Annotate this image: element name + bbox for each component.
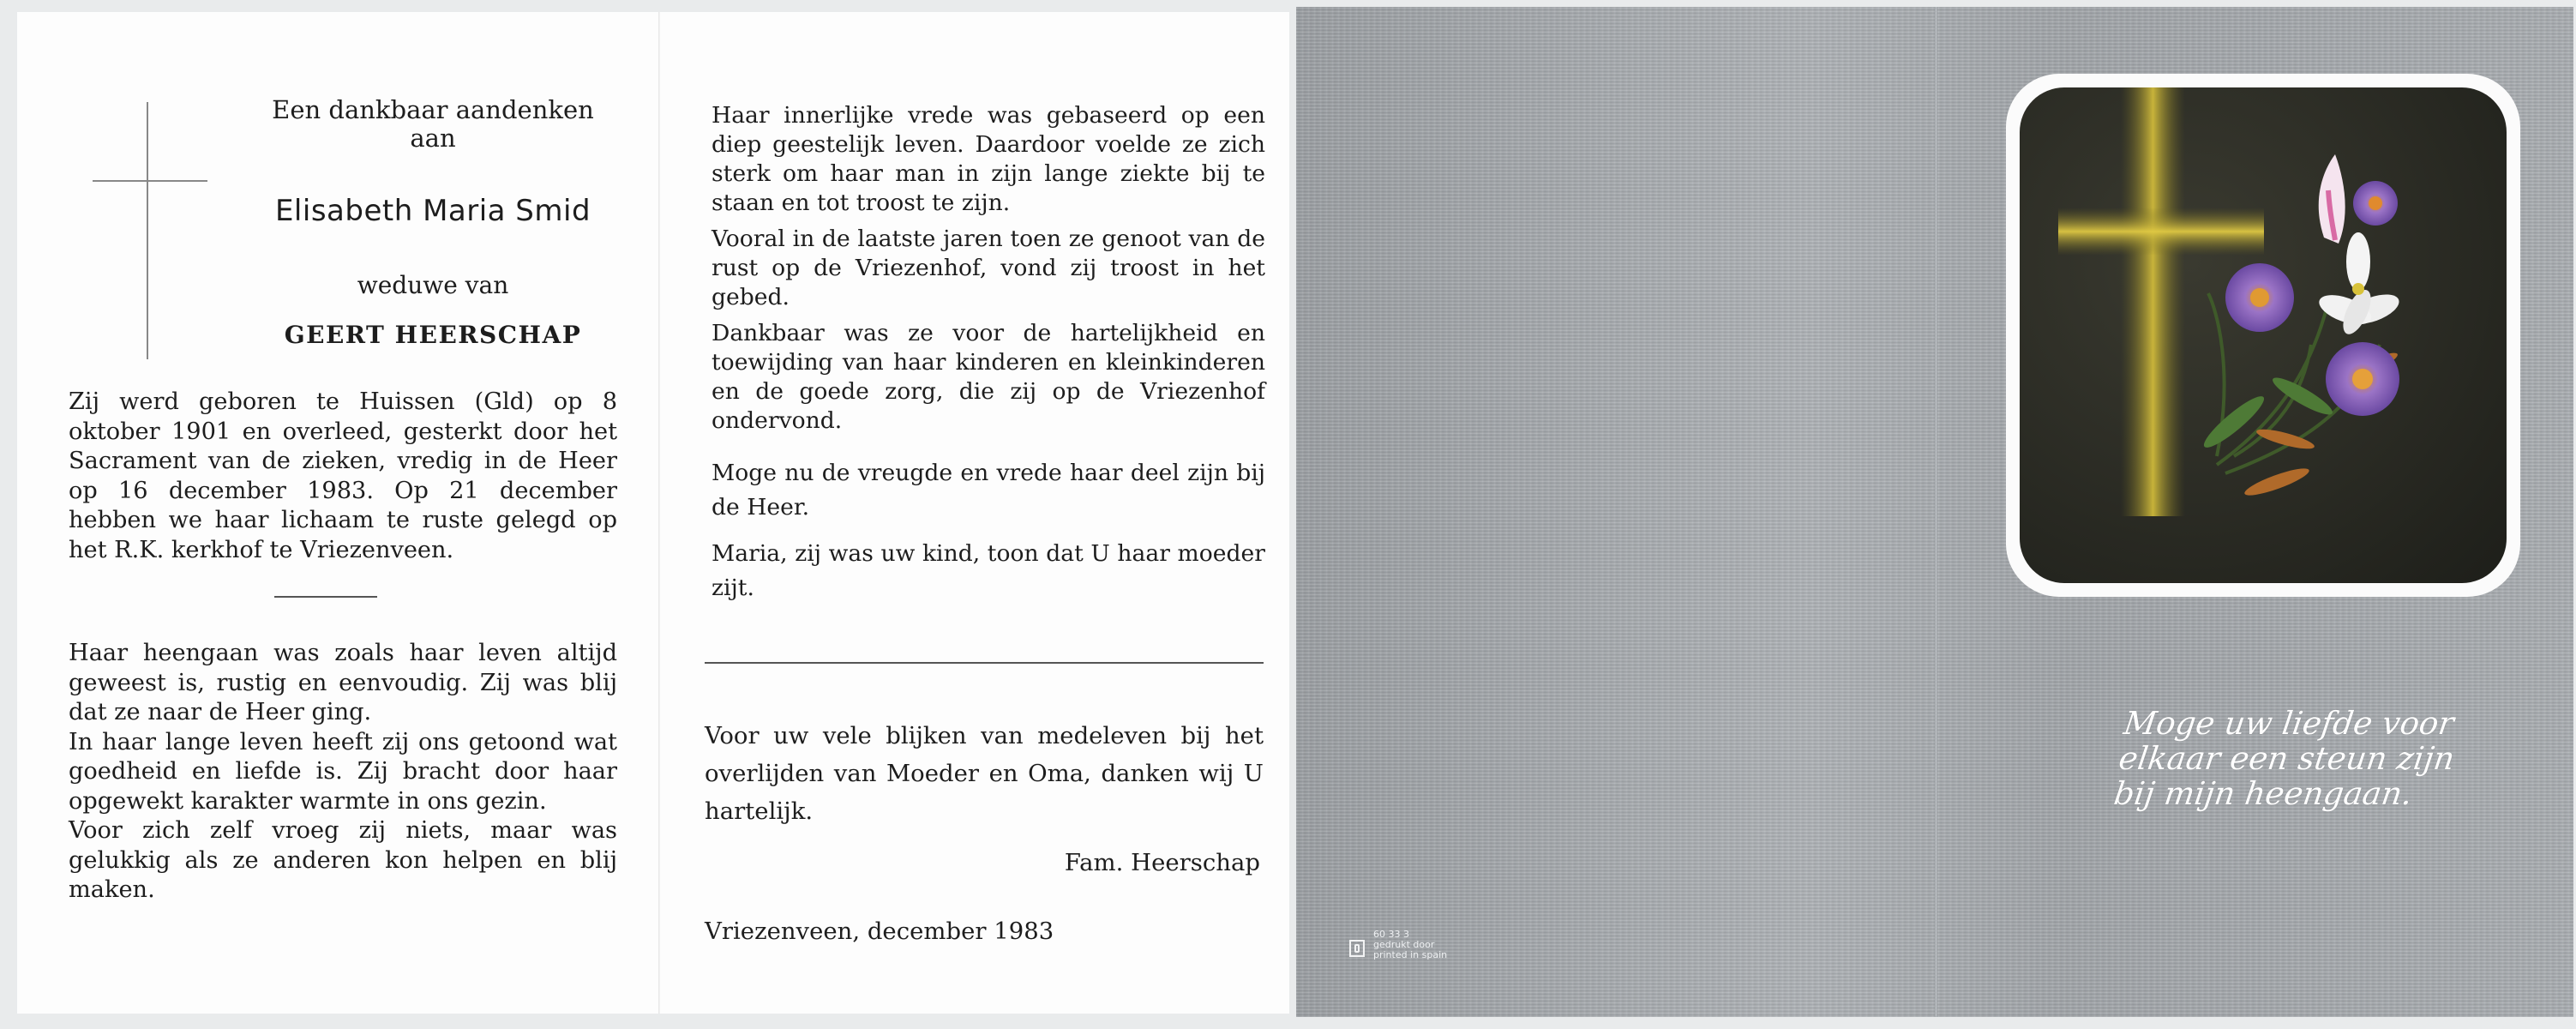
verse-line: elkaar een steun zijn	[2116, 740, 2457, 777]
left-text-block	[69, 639, 617, 906]
fold-line	[658, 12, 660, 1014]
cross-horizontal-line	[93, 180, 207, 182]
print-line: printed in spain	[1373, 949, 1448, 960]
cross-flowers-image	[2020, 87, 2507, 583]
thanks-paragraph: Voor uw vele blijken van medeleven bij het overlijden van Moeder en Oma, danken wij U hartelijk.	[705, 722, 1264, 825]
print-code: 60 33 3	[1373, 929, 1409, 940]
card-cover	[1296, 7, 2573, 1017]
paragraph: Haar innerlijke vrede was gebaseerd op een diep geestelijk leven. Daardoor voelde ze zich sterk om haar man in zijn lange ziekte bij te staan en tot troost te zijn.	[712, 102, 1265, 216]
dedication	[240, 96, 626, 153]
paragraph: Vooral in de laatste jaren toen ze genoot van de rust op de Vriezenhof, vond zij troost in het gebed.	[712, 226, 1265, 310]
paragraph: Moge nu de vreugde en vrede haar deel zijn bij de Heer.	[712, 460, 1265, 521]
dedication-line-1: Een dankbaar aandenken	[272, 95, 594, 124]
dedication-line-2: aan	[410, 123, 456, 153]
fold-line	[1935, 7, 1937, 1017]
place-date: Vriezenveen, december 1983	[705, 918, 1054, 945]
husband-name: GEERT HEERSCHAP	[284, 321, 582, 349]
cover-verse	[2111, 706, 2503, 811]
paragraph: In haar lange leven heeft zij ons getoond wat goedheid en liefde is. Zij bracht door haar opgewekt karakter warmte in ons gezin.	[69, 728, 617, 815]
print-line: gedrukt door	[1373, 939, 1435, 950]
card-inside	[17, 12, 1289, 1014]
verse-line: Moge uw liefde voor	[2121, 705, 2457, 742]
photo-frame	[2006, 74, 2520, 597]
separator-line	[705, 662, 1264, 664]
verse-line: bij mijn heengaan.	[2111, 775, 2415, 812]
cross-vertical-line	[147, 102, 148, 359]
cross-flowers-illustration	[2020, 87, 2507, 583]
paragraph: Dankbaar was ze voor de hartelijkheid en toewijding van haar kinderen en kleinkinderen en de goede zorg, die zij op de Vriezenhof ondervond.	[712, 320, 1265, 434]
family-signature: Fam. Heerschap	[1064, 849, 1260, 876]
deceased-name: Elisabeth Maria Smid	[274, 194, 591, 228]
publisher-logo-icon	[1349, 940, 1365, 957]
print-info	[1373, 930, 1476, 960]
paragraph: Maria, zij was uw kind, toon dat U haar moeder zijt.	[712, 540, 1265, 601]
widow-of-label: weduwe van	[357, 271, 509, 299]
paragraph: Haar heengaan was zoals haar leven altijd geweest is, rustig en eenvoudig. Zij was blij dat ze naar de Heer ging.	[69, 640, 617, 725]
paragraph: Voor zich zelf vroeg zij niets, maar was gelukkig als ze anderen kon helpen en blij maken.	[69, 817, 617, 903]
biography-paragraph: Zij werd geboren te Huissen (Gld) op 8 oktober 1901 en overleed, gesterkt door het Sacrament van de zieken, vredig in de Heer op 16 december 1983. Op 21 december hebben we haar lichaam te ruste gelegd op het R.K. kerkhof te Vriezenveen.	[69, 388, 617, 563]
right-text-block	[712, 101, 1265, 605]
separator-dash	[274, 596, 377, 598]
